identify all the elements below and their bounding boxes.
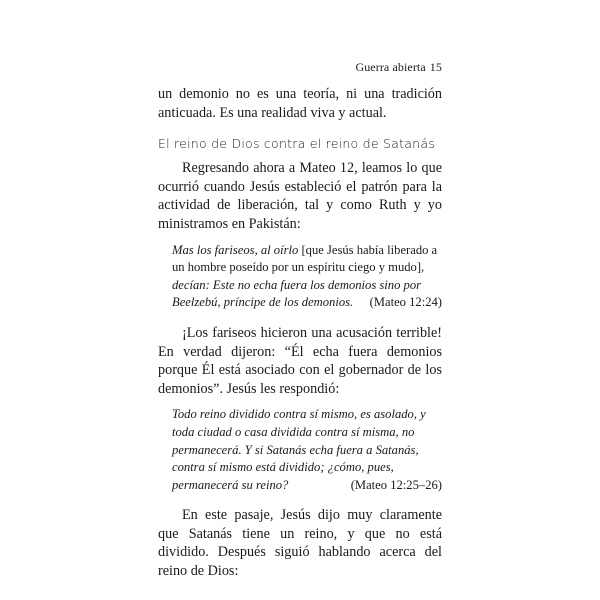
quote-reference: (Mateo 12:24) [369,295,442,310]
book-page [158,60,442,581]
page-number: 15 [429,60,442,74]
section-heading: El reino de Dios contra el reino de Satanás [158,136,436,152]
paragraph-pasaje: En este pasaje, Jesús dijo muy claramente que Satanás tiene un reino, y que no está dividido. Después siguió hablando acerca del reino de Dios: [158,507,442,580]
paragraph-fariseos: ¡Los fariseos hicieron una acusación terrible! En verdad dijeron: “Él echa fuera demonios porque Él está asociado con el gobernador de los demonios”. Jesús les respondió: [158,324,442,397]
quote-italic-part-1: Mas los fariseos, al oírlo [172,242,299,257]
paragraph-continuation: un demonio no es una teoría, ni una tradición anticuada. Es una realidad viva y actual. [158,86,442,121]
running-title: Guerra abierta [355,60,426,74]
scripture-quote-mateo-12-24 [172,242,442,312]
quote-bracket-insert: [que Jesús había liberado a un hombre poseído por un espíritu ciego y mudo], [172,242,438,275]
running-head [158,60,442,74]
quote-italic-text: Todo reino dividido contra sí mismo, es asolado, y toda ciudad o casa dividida contra sí misma, no permanecerá. Y si Satanás echa fuera a Satanás, contra sí mismo está dividido; ¿cómo, pues, permanecerá su reino? [172,407,426,492]
quote-italic-part-2: decían: Este no echa fuera los demonios sino por Beelzebú, príncipe de los demonios. [172,277,422,310]
quote-reference: (Mateo 12:25–26) [350,477,442,492]
scripture-quote-mateo-12-25 [172,406,442,494]
paragraph-mateo-intro: Regresando ahora a Mateo 12, leamos lo que ocurrió cuando Jesús estableció el patrón para la actividad de liberación, tal y como Ruth y yo ministramos en Pakistán: [158,160,442,232]
